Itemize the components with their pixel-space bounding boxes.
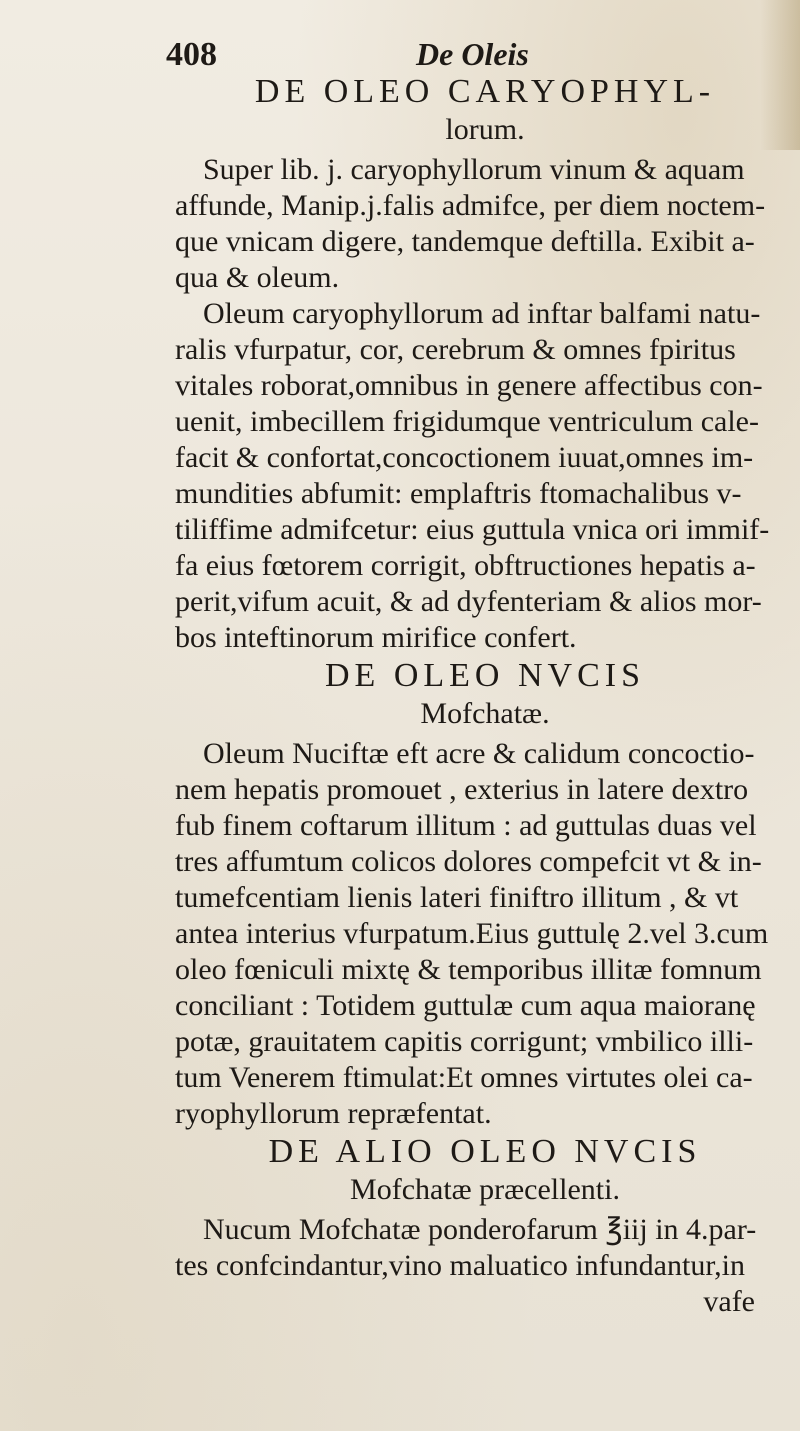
text-line: antea interius vfurpatum.Eius guttulę 2.vel 3.cum	[175, 917, 769, 950]
text-line: tres affumtum colicos dolores compefcit vt & in-	[175, 845, 762, 878]
paragraph	[175, 736, 795, 1132]
text-line: Super lib. j. caryophyllorum vinum & aquam	[203, 153, 745, 186]
paragraph	[175, 1212, 795, 1284]
section-heading: DE OLEO NVCIS	[325, 657, 645, 694]
text-line: qua & oleum.	[175, 261, 340, 294]
text-line: mundities abfumit: emplaftris ftomachalibus v-	[175, 477, 742, 510]
text-line: tiliffime admifcetur: eius guttula vnica ori immif-	[175, 513, 770, 546]
text-line: Oleum Nuciftæ eft acre & calidum concoctio-	[203, 737, 755, 770]
text-line: tum Venerem ftimulat:Et omnes virtutes olei ca-	[175, 1061, 753, 1094]
text-line: affunde, Manip.j.falis admifce, per diem noctem-	[175, 189, 766, 222]
text-line: nem hepatis promouet , exterius in latere dextro	[175, 773, 749, 806]
text-line: conciliant : Totidem guttulæ cum aqua maioranę	[175, 989, 756, 1022]
text-line: facit & confortat,concoctionem iuuat,omnes im-	[175, 441, 754, 474]
text-line: potæ, grauitatem capitis corrigunt; vmbilico illi-	[175, 1025, 754, 1058]
text-line: vitales roborat,omnibus in genere affectibus con-	[175, 369, 763, 402]
text-line: perit,vifum acuit, & ad dyfenteriam & alios mor-	[175, 585, 762, 618]
text-line: que vnicam digere, tandemque deftilla. Exibit a-	[175, 225, 755, 258]
text-line: tes confcindantur,vino maluatico infundantur,in	[175, 1249, 745, 1282]
running-head	[166, 36, 786, 76]
text-line: ralis vfurpatur, cor, cerebrum & omnes fpiritus	[175, 333, 736, 366]
text-block	[175, 72, 795, 1320]
text-line: fub finem coftarum illitum : ad guttulas duas vel	[175, 809, 757, 842]
page-number: 408	[166, 36, 217, 73]
text-line: ryophyllorum repræfentat.	[175, 1097, 492, 1130]
catchword: vafe	[703, 1285, 755, 1318]
paragraph	[175, 152, 795, 296]
section-heading: DE OLEO CARYOPHYL-	[254, 73, 716, 110]
running-title: De Oleis	[416, 36, 529, 72]
paragraph	[175, 296, 795, 656]
text-line: uenit, imbecillem frigidumque ventriculum cale-	[175, 405, 759, 438]
text-line: bos inteftinorum mirifice confert.	[175, 621, 577, 654]
text-line: Nucum Mofchatæ ponderofarum ℥iij in 4.par-	[203, 1213, 757, 1246]
text-line: fa eius fœtorem corrigit, obftructiones hepatis a-	[175, 549, 756, 582]
section-subheading: Mofchatæ præcellenti.	[350, 1173, 620, 1206]
text-line: oleo fœniculi mixtę & temporibus illitæ fomnum	[175, 953, 762, 986]
section-subheading: Mofchatæ.	[420, 697, 550, 730]
text-line: tumefcentiam lienis lateri finiftro illitum , & vt	[175, 881, 739, 914]
text-line: Oleum caryophyllorum ad inftar balfami natu-	[203, 297, 761, 330]
section-subheading: lorum.	[445, 113, 525, 146]
section-heading: DE ALIO OLEO NVCIS	[268, 1133, 702, 1170]
